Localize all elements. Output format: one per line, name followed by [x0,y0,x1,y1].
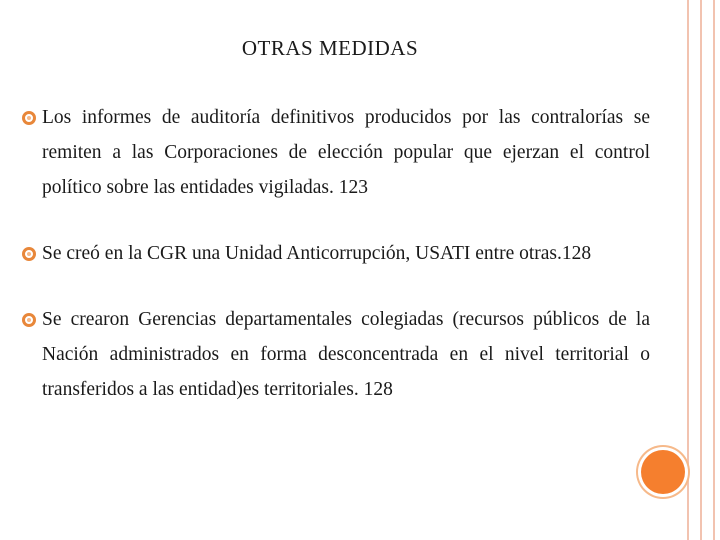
orange-circle-decoration-icon [641,450,685,494]
bullet-text: Se creó en la CGR una Unidad Anticorrupción, USATI entre otras.128 [42,243,592,264]
bullet-item-informes [20,100,650,205]
bullet-text: Se crearon Gerencias departamentales colegiadas (recursos públicos de la Nación administrados en forma desconcentrada en el nivel territorial o transferidos a las entidad)es territoriales. 128 [42,309,650,400]
bullet-text: Los informes de auditoría definitivos producidos por las contralorías se remiten a las Corporaciones de elección popular que ejerzan el control político sobre las entidades vigiladas. 123 [42,107,650,198]
circle-bullet-icon [22,313,36,327]
bullet-item-gerencias [20,302,650,407]
bullet-list [20,100,650,407]
circle-bullet-icon [22,111,36,125]
slide-title: OTRAS MEDIDAS [241,36,419,60]
circle-bullet-icon [22,247,36,261]
bullet-item-unidad-anticorrupcion [20,236,650,271]
frame-line-middle [700,0,702,540]
frame-line-right [713,0,715,540]
frame-line-left [687,0,689,540]
